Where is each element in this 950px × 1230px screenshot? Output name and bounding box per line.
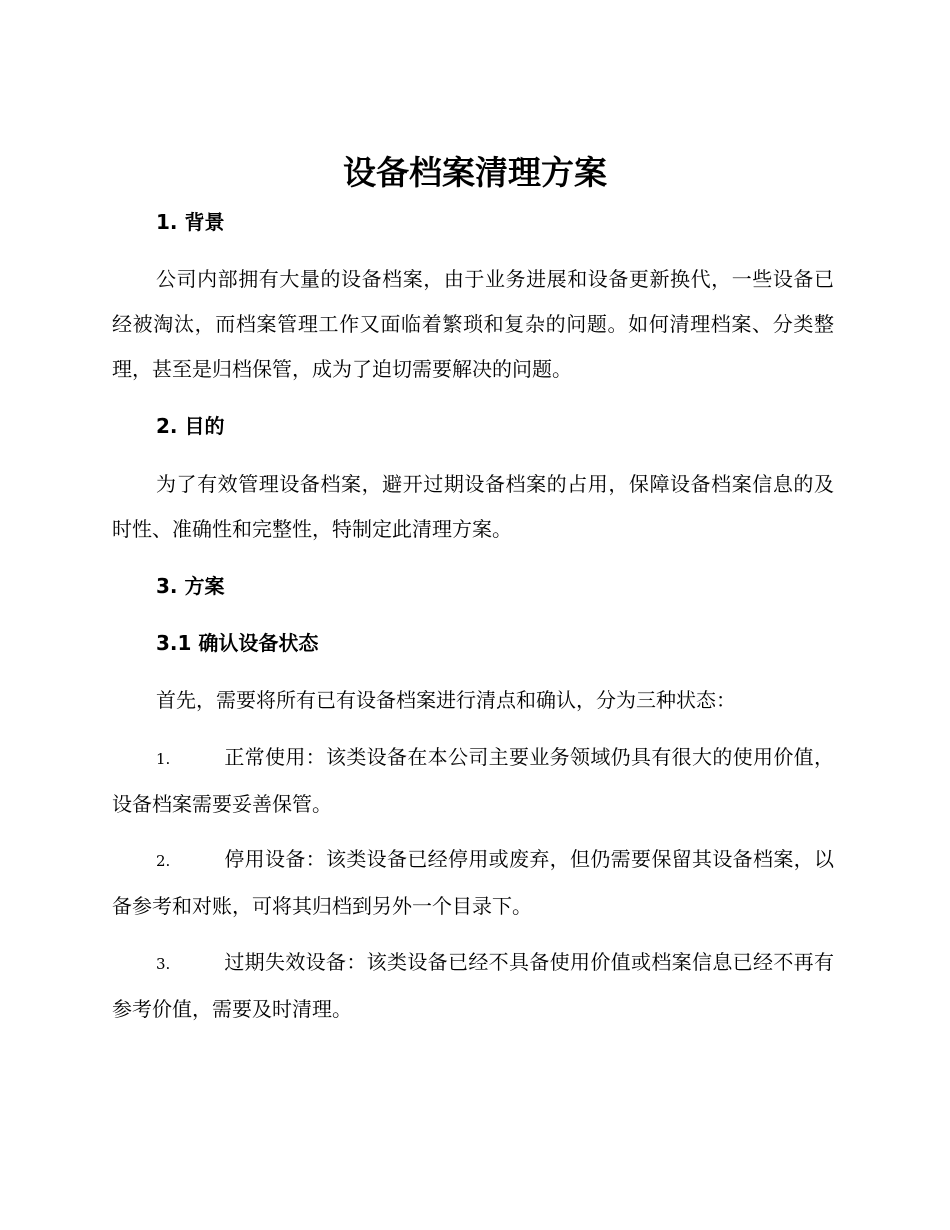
subsection-heading-device-status: 3.1 确认设备状态	[156, 631, 319, 655]
list-item-text: 正常使用：该类设备在本公司主要业务领域仍具有很大的使用价值，设备档案需要妥善保管。	[112, 745, 834, 816]
purpose-paragraph: 为了有效管理设备档案，避开过期设备档案的占用，保障设备档案信息的及时性、准确性和完整性，特制定此清理方案。	[112, 472, 834, 541]
section-heading-purpose: 2. 目的	[156, 414, 225, 438]
list-item	[112, 940, 834, 1032]
background-paragraph: 公司内部拥有大量的设备档案，由于业务进展和设备更新换代，一些设备已经被淘汰，而档案管理工作又面临着繁琐和复杂的问题。如何清理档案、分类整理，甚至是归档保管，成为了迫切需要解决的问题。	[112, 267, 834, 381]
list-item-text: 停用设备：该类设备已经停用或废弃，但仍需要保留其设备档案，以备参考和对账，可将其归档到另外一个目录下。	[112, 847, 834, 918]
list-item	[112, 837, 834, 929]
section-heading-plan: 3. 方案	[156, 574, 225, 598]
list-item-number: 2.	[156, 852, 171, 870]
section-heading-background: 1. 背景	[156, 210, 225, 234]
page-title: 设备档案清理方案	[343, 153, 607, 192]
list-item	[112, 735, 834, 827]
list-item-number: 1.	[156, 750, 171, 768]
list-item-number: 3.	[156, 955, 171, 973]
plan-intro-paragraph: 首先，需要将所有已有设备档案进行清点和确认，分为三种状态：	[156, 688, 736, 712]
list-item-text: 过期失效设备：该类设备已经不具备使用价值或档案信息已经不再有参考价值，需要及时清理。	[112, 950, 834, 1021]
